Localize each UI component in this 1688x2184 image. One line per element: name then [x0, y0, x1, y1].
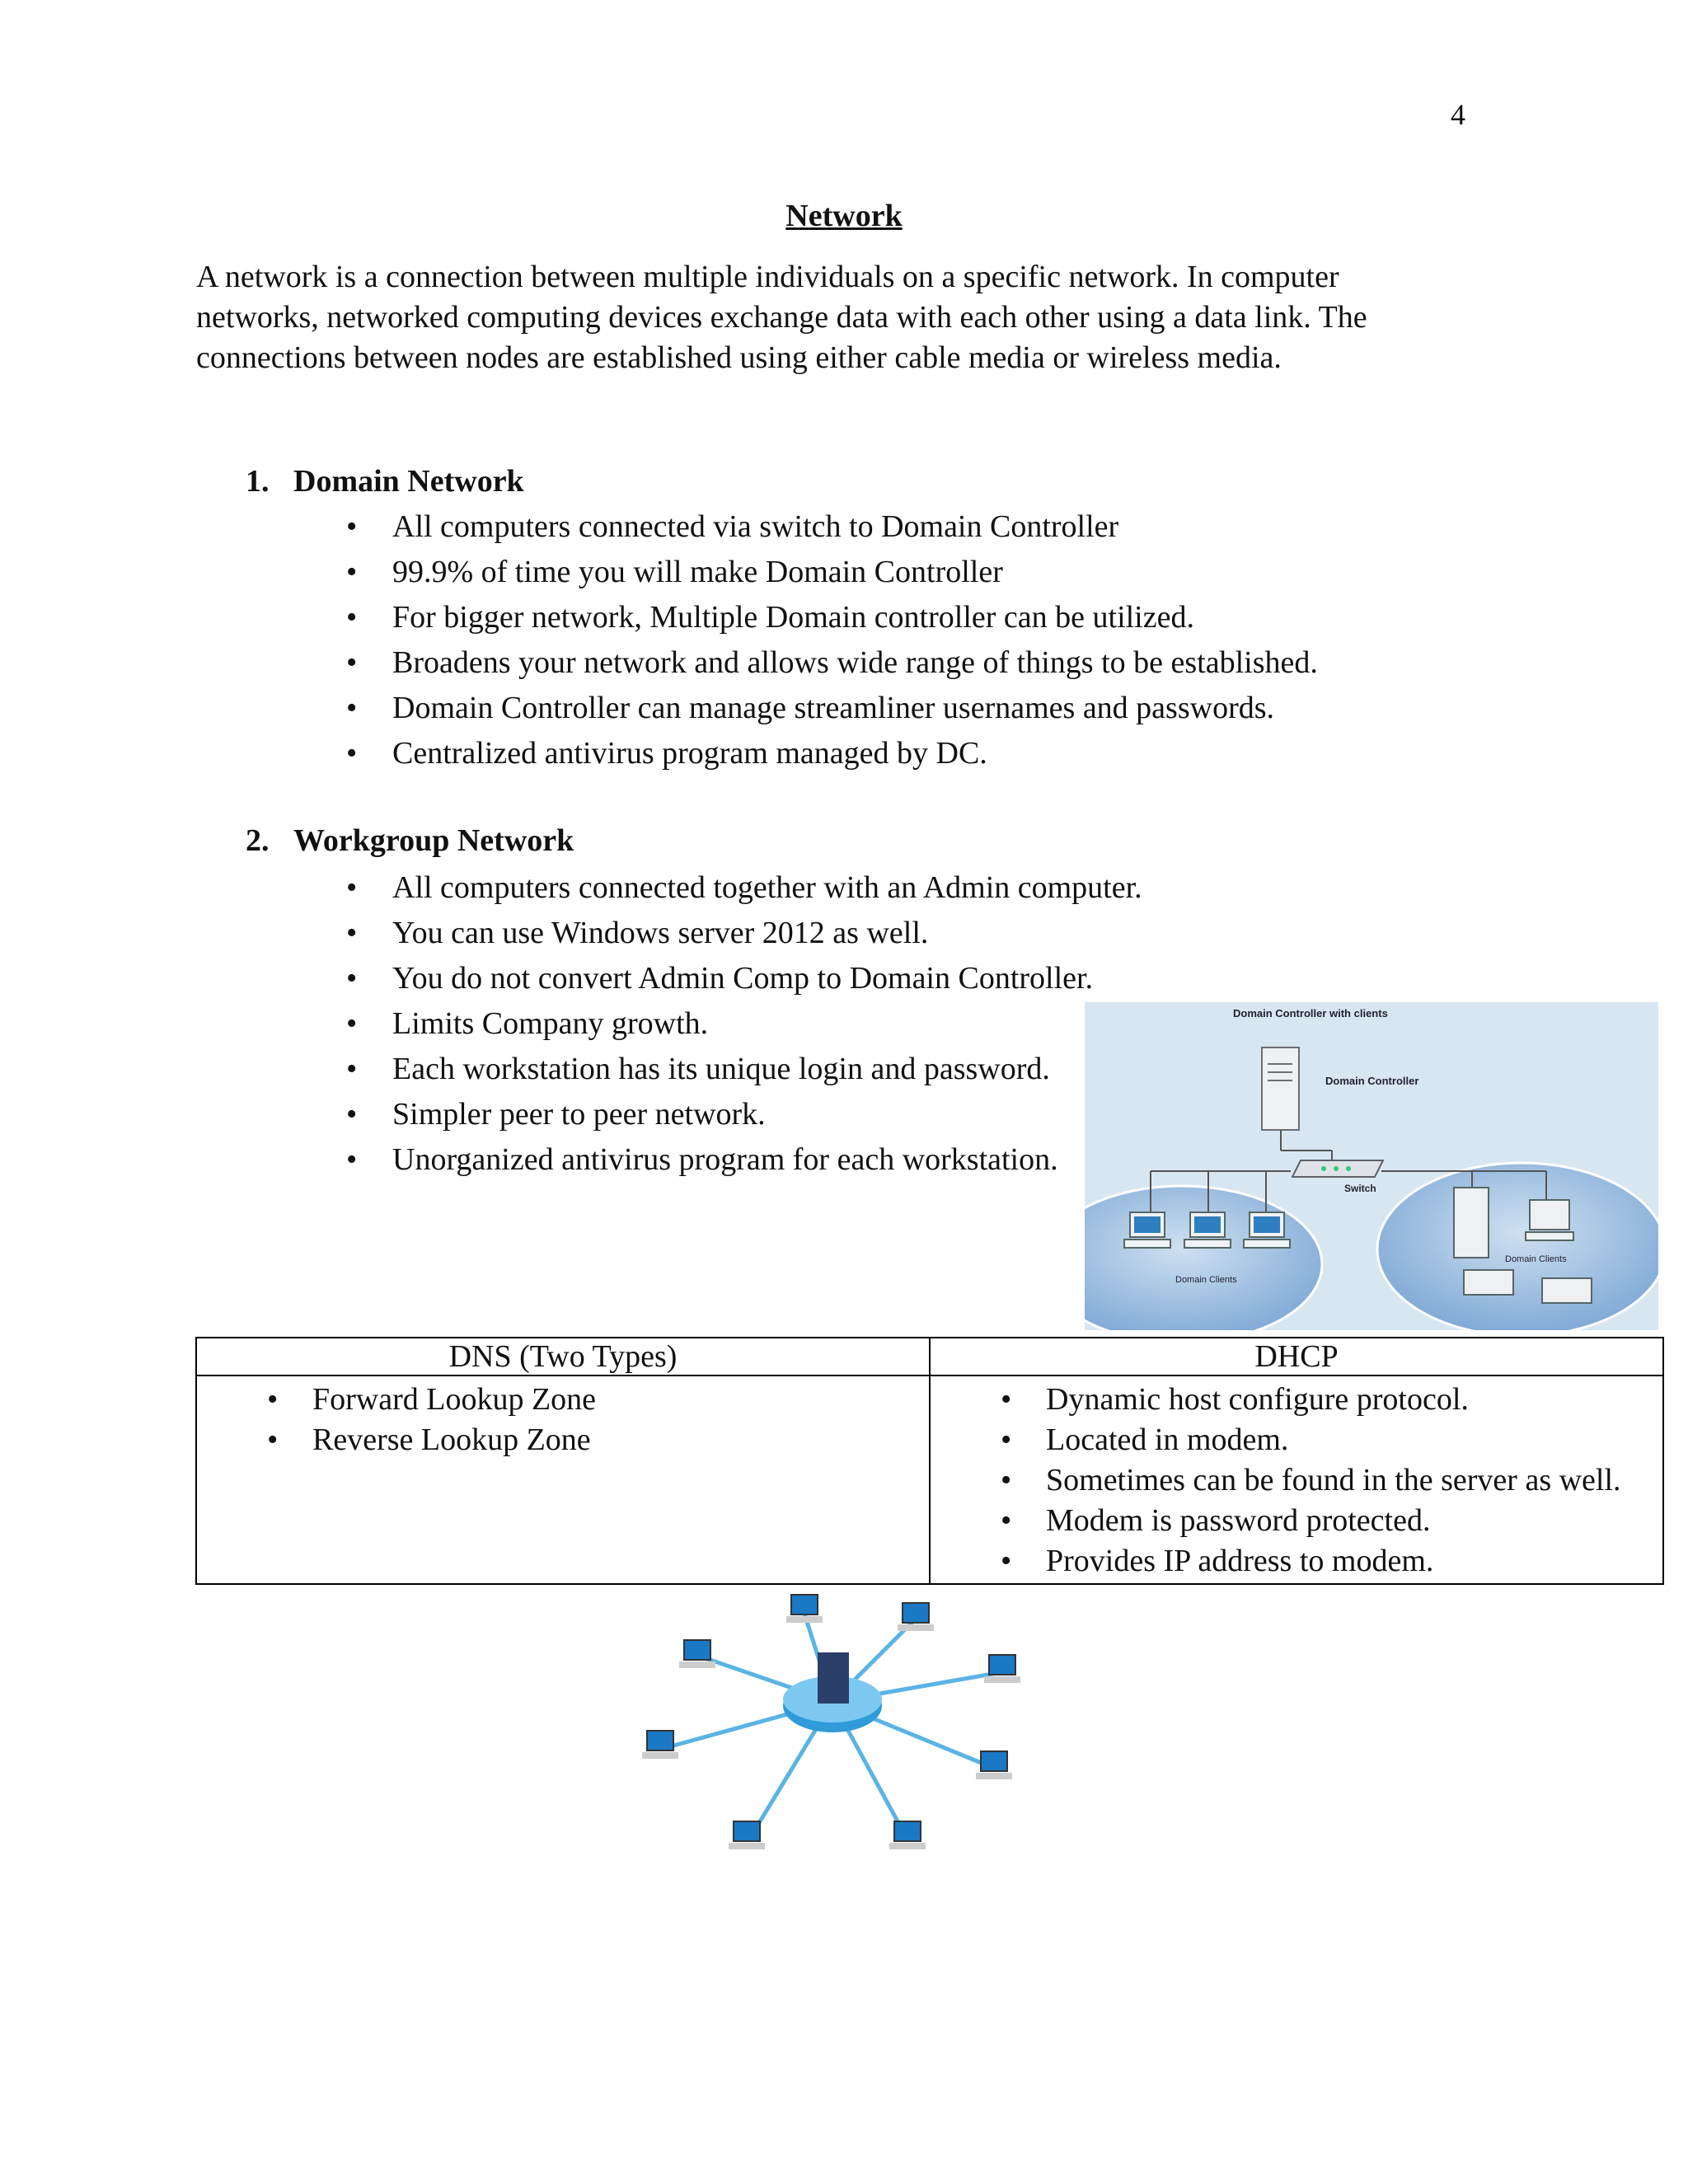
list-item: • All computers connected via switch to Domain Controller: [346, 504, 1318, 550]
dns-header: DNS (Two Types): [196, 1338, 930, 1376]
section-title: Domain Network: [293, 464, 524, 499]
star-network-diagram: [626, 1591, 1039, 1896]
right-group-label: Domain Clients: [1505, 1254, 1567, 1264]
list-item: • Limits Company growth.: [346, 1001, 1142, 1047]
list-item: • Sometimes can be found in the server as well.: [1046, 1460, 1662, 1501]
list-item: • For bigger network, Multiple Domain controller can be utilized.: [346, 595, 1318, 640]
list-item: • Domain Controller can manage streamliner usernames and passwords.: [346, 686, 1318, 731]
list-item: • All computers connected together with an Admin computer.: [346, 865, 1142, 911]
switch-label: Switch: [1344, 1183, 1376, 1194]
page-number: 4: [1451, 98, 1465, 131]
list-item: • Provides IP address to modem.: [1046, 1541, 1662, 1582]
table-header-row: [196, 1338, 1663, 1376]
screen-highlights: [1134, 1216, 1280, 1233]
domain-controller-diagram: [1085, 1002, 1658, 1330]
list-item: • Located in modem.: [1046, 1420, 1662, 1460]
section-heading-domain-network: [246, 463, 524, 499]
list-item: • Reverse Lookup Zone: [312, 1420, 929, 1460]
dhcp-header: DHCP: [930, 1338, 1663, 1376]
domain-network-list: [346, 504, 1318, 776]
list-item: • Unorganized antivirus program for each workstation.: [346, 1137, 1142, 1183]
domain-controller-server-icon: [1262, 1047, 1299, 1130]
domain-controller-label: Domain Controller: [1325, 1075, 1419, 1087]
page-title: Network: [785, 199, 903, 233]
dns-dhcp-table: [195, 1337, 1664, 1585]
dns-cell: [196, 1376, 930, 1584]
intro-line: networks, networked computing devices exchange data with each other using a data link. The: [196, 300, 1367, 335]
list-item: • Forward Lookup Zone: [312, 1380, 929, 1420]
star-network-svg: [626, 1591, 1039, 1896]
table-row: [196, 1376, 1663, 1584]
list-item: • Broadens your network and allows wide range of things to be established.: [346, 640, 1318, 686]
right-client-bubble: [1377, 1163, 1658, 1330]
server-icon: [818, 1652, 849, 1704]
diagram-title: Domain Controller with clients: [1233, 1007, 1388, 1019]
intro-line: A network is a connection between multiple individuals on a specific network. In computer: [196, 260, 1339, 294]
intro-line: connections between nodes are established using either cable media or wireless media.: [196, 340, 1282, 375]
dhcp-cell: [930, 1376, 1663, 1584]
list-item: • 99.9% of time you will make Domain Controller: [346, 550, 1318, 595]
dns-list: [197, 1380, 929, 1460]
left-group-label: Domain Clients: [1175, 1275, 1237, 1285]
section-number: 2.: [246, 823, 270, 858]
switch-icon: [1292, 1160, 1383, 1177]
domain-controller-diagram-svg: [1085, 1002, 1658, 1330]
list-item: • Modem is password protected.: [1046, 1501, 1662, 1541]
list-item: • Centralized antivirus program managed by DC.: [346, 731, 1318, 776]
section-title: Workgroup Network: [293, 823, 574, 858]
workgroup-network-list: [346, 865, 1142, 1183]
list-item: • Dynamic host configure protocol.: [1046, 1380, 1662, 1420]
list-item: • You do not convert Admin Comp to Domain Controller.: [346, 956, 1142, 1001]
section-number: 1.: [246, 464, 270, 499]
list-item: • You can use Windows server 2012 as well.: [346, 911, 1142, 956]
dhcp-list: [931, 1380, 1662, 1582]
intro-paragraph: [196, 257, 1432, 378]
list-item: • Simpler peer to peer network.: [346, 1092, 1142, 1137]
section-heading-workgroup-network: [246, 823, 574, 859]
list-item: • Each workstation has its unique login and password.: [346, 1047, 1142, 1092]
